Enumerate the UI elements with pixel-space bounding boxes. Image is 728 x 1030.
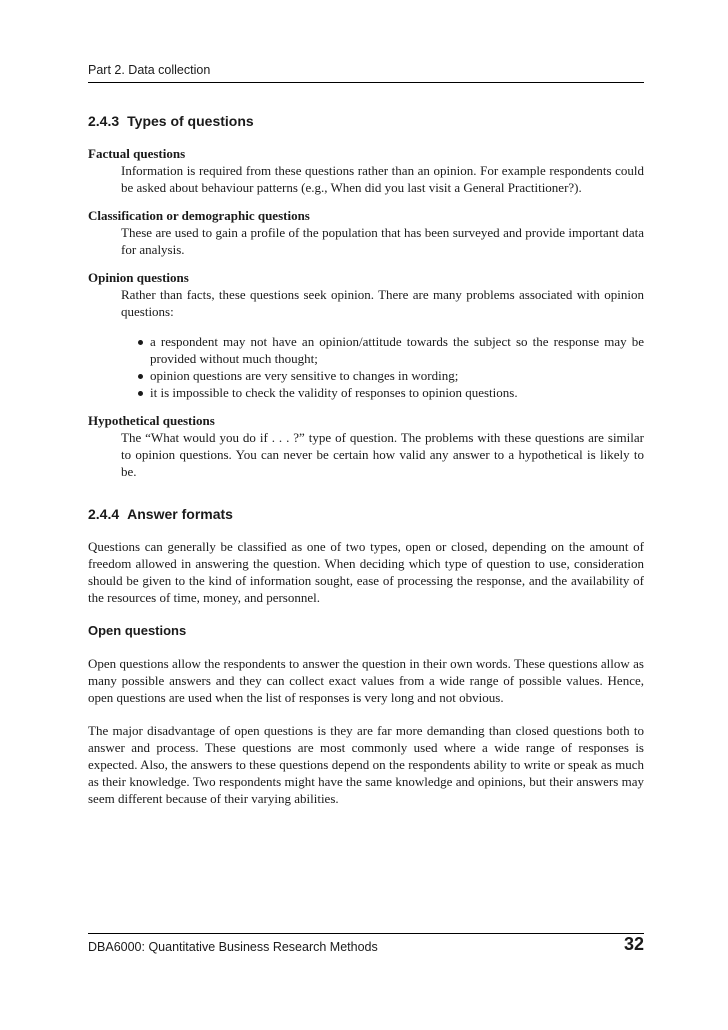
footer-rule — [88, 933, 644, 934]
bullet-icon — [138, 340, 143, 345]
section-number: 2.4.4 — [88, 506, 120, 522]
section-heading-2-4-3 — [88, 112, 644, 130]
section-number: 2.4.3 — [88, 113, 120, 129]
footer-course-title: DBA6000: Quantitative Business Research Methods — [88, 940, 378, 954]
definition-text: The “What would you do if . . . ?” type of question. The problems with these questions are similar to opinion questions. You can never be certain how valid any answer to a hypothetical is likely to be. — [121, 430, 644, 479]
paragraph-open-1: Open questions allow the respondents to answer the question in their own words. These questions allow as many possible answers and they can collect exact values from a wide range of possible values. Hence, open questions are used when the list of responses is very long and not obvious. — [88, 656, 644, 705]
section-title: Types of questions — [127, 113, 254, 129]
list-item: opinion questions are very sensitive to changes in wording; — [121, 367, 644, 384]
definition-text: Rather than facts, these questions seek opinion. There are many problems associated with opinion questions: — [121, 287, 644, 319]
definition-text: These are used to gain a profile of the population that has been surveyed and provide important data for analysis. — [121, 225, 644, 257]
paragraph-intro: Questions can generally be classified as one of two types, open or closed, depending on the amount of freedom allowed in answering the question. When deciding which type of question to use, consideration should be given to the kind of information sought, ease of processing the response, and the availability of the resources of time, money, and personnel. — [88, 539, 644, 605]
definition-term: Factual questions — [88, 146, 186, 161]
definition-classification — [88, 207, 644, 258]
definition-term: Opinion questions — [88, 270, 189, 285]
subheading-open-questions: Open questions — [88, 623, 187, 638]
definition-hypothetical — [88, 412, 644, 480]
running-head: Part 2. Data collection — [88, 63, 211, 77]
header-rule — [88, 82, 644, 83]
section-heading-2-4-4 — [88, 505, 644, 523]
definition-factual — [88, 145, 644, 196]
page-number: 32 — [623, 934, 644, 954]
definition-opinion — [88, 269, 644, 401]
page-body — [88, 112, 644, 823]
bullet-list — [121, 333, 644, 401]
bullet-icon — [138, 374, 143, 379]
definition-text: Information is required from these questions rather than an opinion. For example respondents could be asked about behaviour patterns (e.g., When did you last visit a General Practitioner?). — [121, 163, 644, 195]
paragraph-open-2: The major disadvantage of open questions is they are far more demanding than closed questions both to answer and process. These questions are most commonly used where a wide range of responses is expected. Also, the answers to these questions depend on the respondents ability to write or speak as much as their knowledge. Two respondents might have the same knowledge and opinions, but their answers may seem different because of their varying abilities. — [88, 723, 644, 806]
list-item: it is impossible to check the validity of responses to opinion questions. — [121, 384, 644, 401]
definition-term: Hypothetical questions — [88, 413, 215, 428]
definition-term: Classification or demographic questions — [88, 208, 310, 223]
bullet-icon — [138, 391, 143, 396]
list-item: a respondent may not have an opinion/attitude towards the subject so the response may be provided without much thought; — [121, 333, 644, 367]
section-title: Answer formats — [127, 506, 233, 522]
